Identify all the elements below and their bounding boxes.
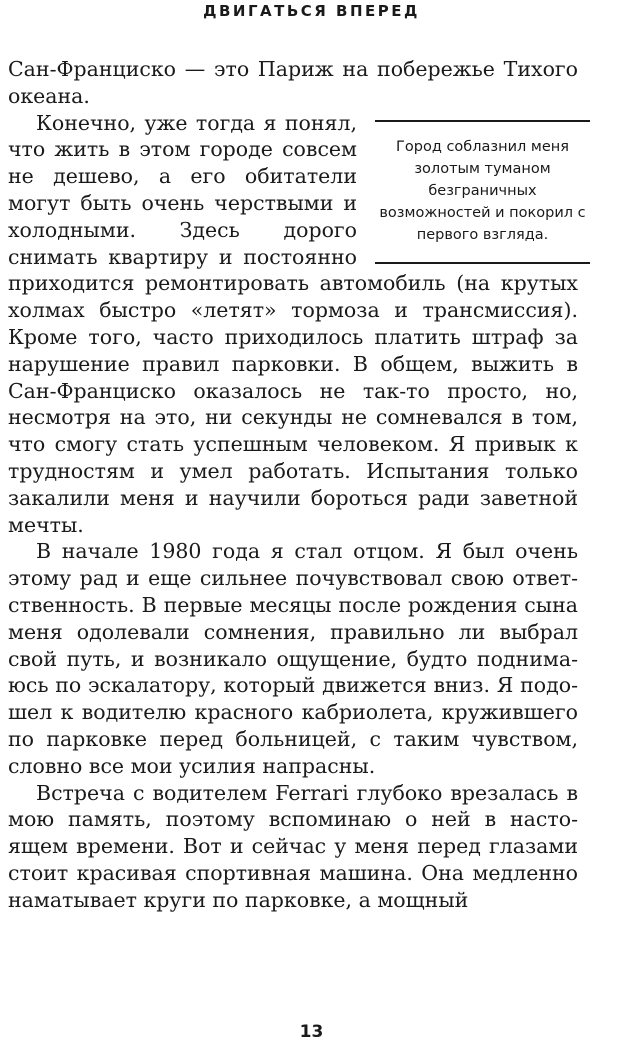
pull-quote: Город соблазнил меня золотым туманом безграничных возможностей и покорил с первого взгляда. <box>375 120 590 264</box>
page-number: 13 <box>299 1022 324 1042</box>
paragraph: Конечно, уже тогда я понял, что жить в этом городе совсем не дешево, а его обитатели могут быть очень черствыми и холодными. Здесь дорого снимать квартиру и постоянно приходится ремонтировать автомобиль (на крутых холмах быстро «летят» тормоза и трансмиссия). Кроме того, часто приходилось платить штраф за нарушение правил парковки. В общем, выжить в Сан-Франциско оказалось не так-то просто, но, несмотря на это, ни секунды не сомневался в том, что смогу стать успешным человеком. Я привык к трудностям и умел работать. Испытания только закалили меня и научили бороться ради заветной мечты. <box>8 110 578 537</box>
body-text <box>8 56 586 914</box>
paragraph: Сан-Франциско — это Париж на побережье Тихого океана. <box>8 57 578 108</box>
paragraph: Встреча с водителем Ferrari глубоко врезалась в мою память, поэтому вспоминаю о ней в настоящем времени. Вот и сейчас у меня перед глазами стоит красивая спортивная машина. Она медленно наматывает круги по парковке, а мощный <box>8 780 578 912</box>
running-head: ДВИГАТЬСЯ ВПЕРЕД <box>203 2 420 20</box>
paragraph: В начале 1980 года я стал отцом. Я был очень этому рад и еще сильнее почувствовал свою ответственность. В первые месяцы после рождения сына меня одолевали сомнения, правильно ли выбрал свой путь, и возникало ощущение, будто поднимаюсь по эскалатору, который движется вниз. Я подошел к водителю красного кабриолета, кружившего по парковке перед больницей, с таким чувством, словно все мои усилия напрасны. <box>8 539 578 778</box>
